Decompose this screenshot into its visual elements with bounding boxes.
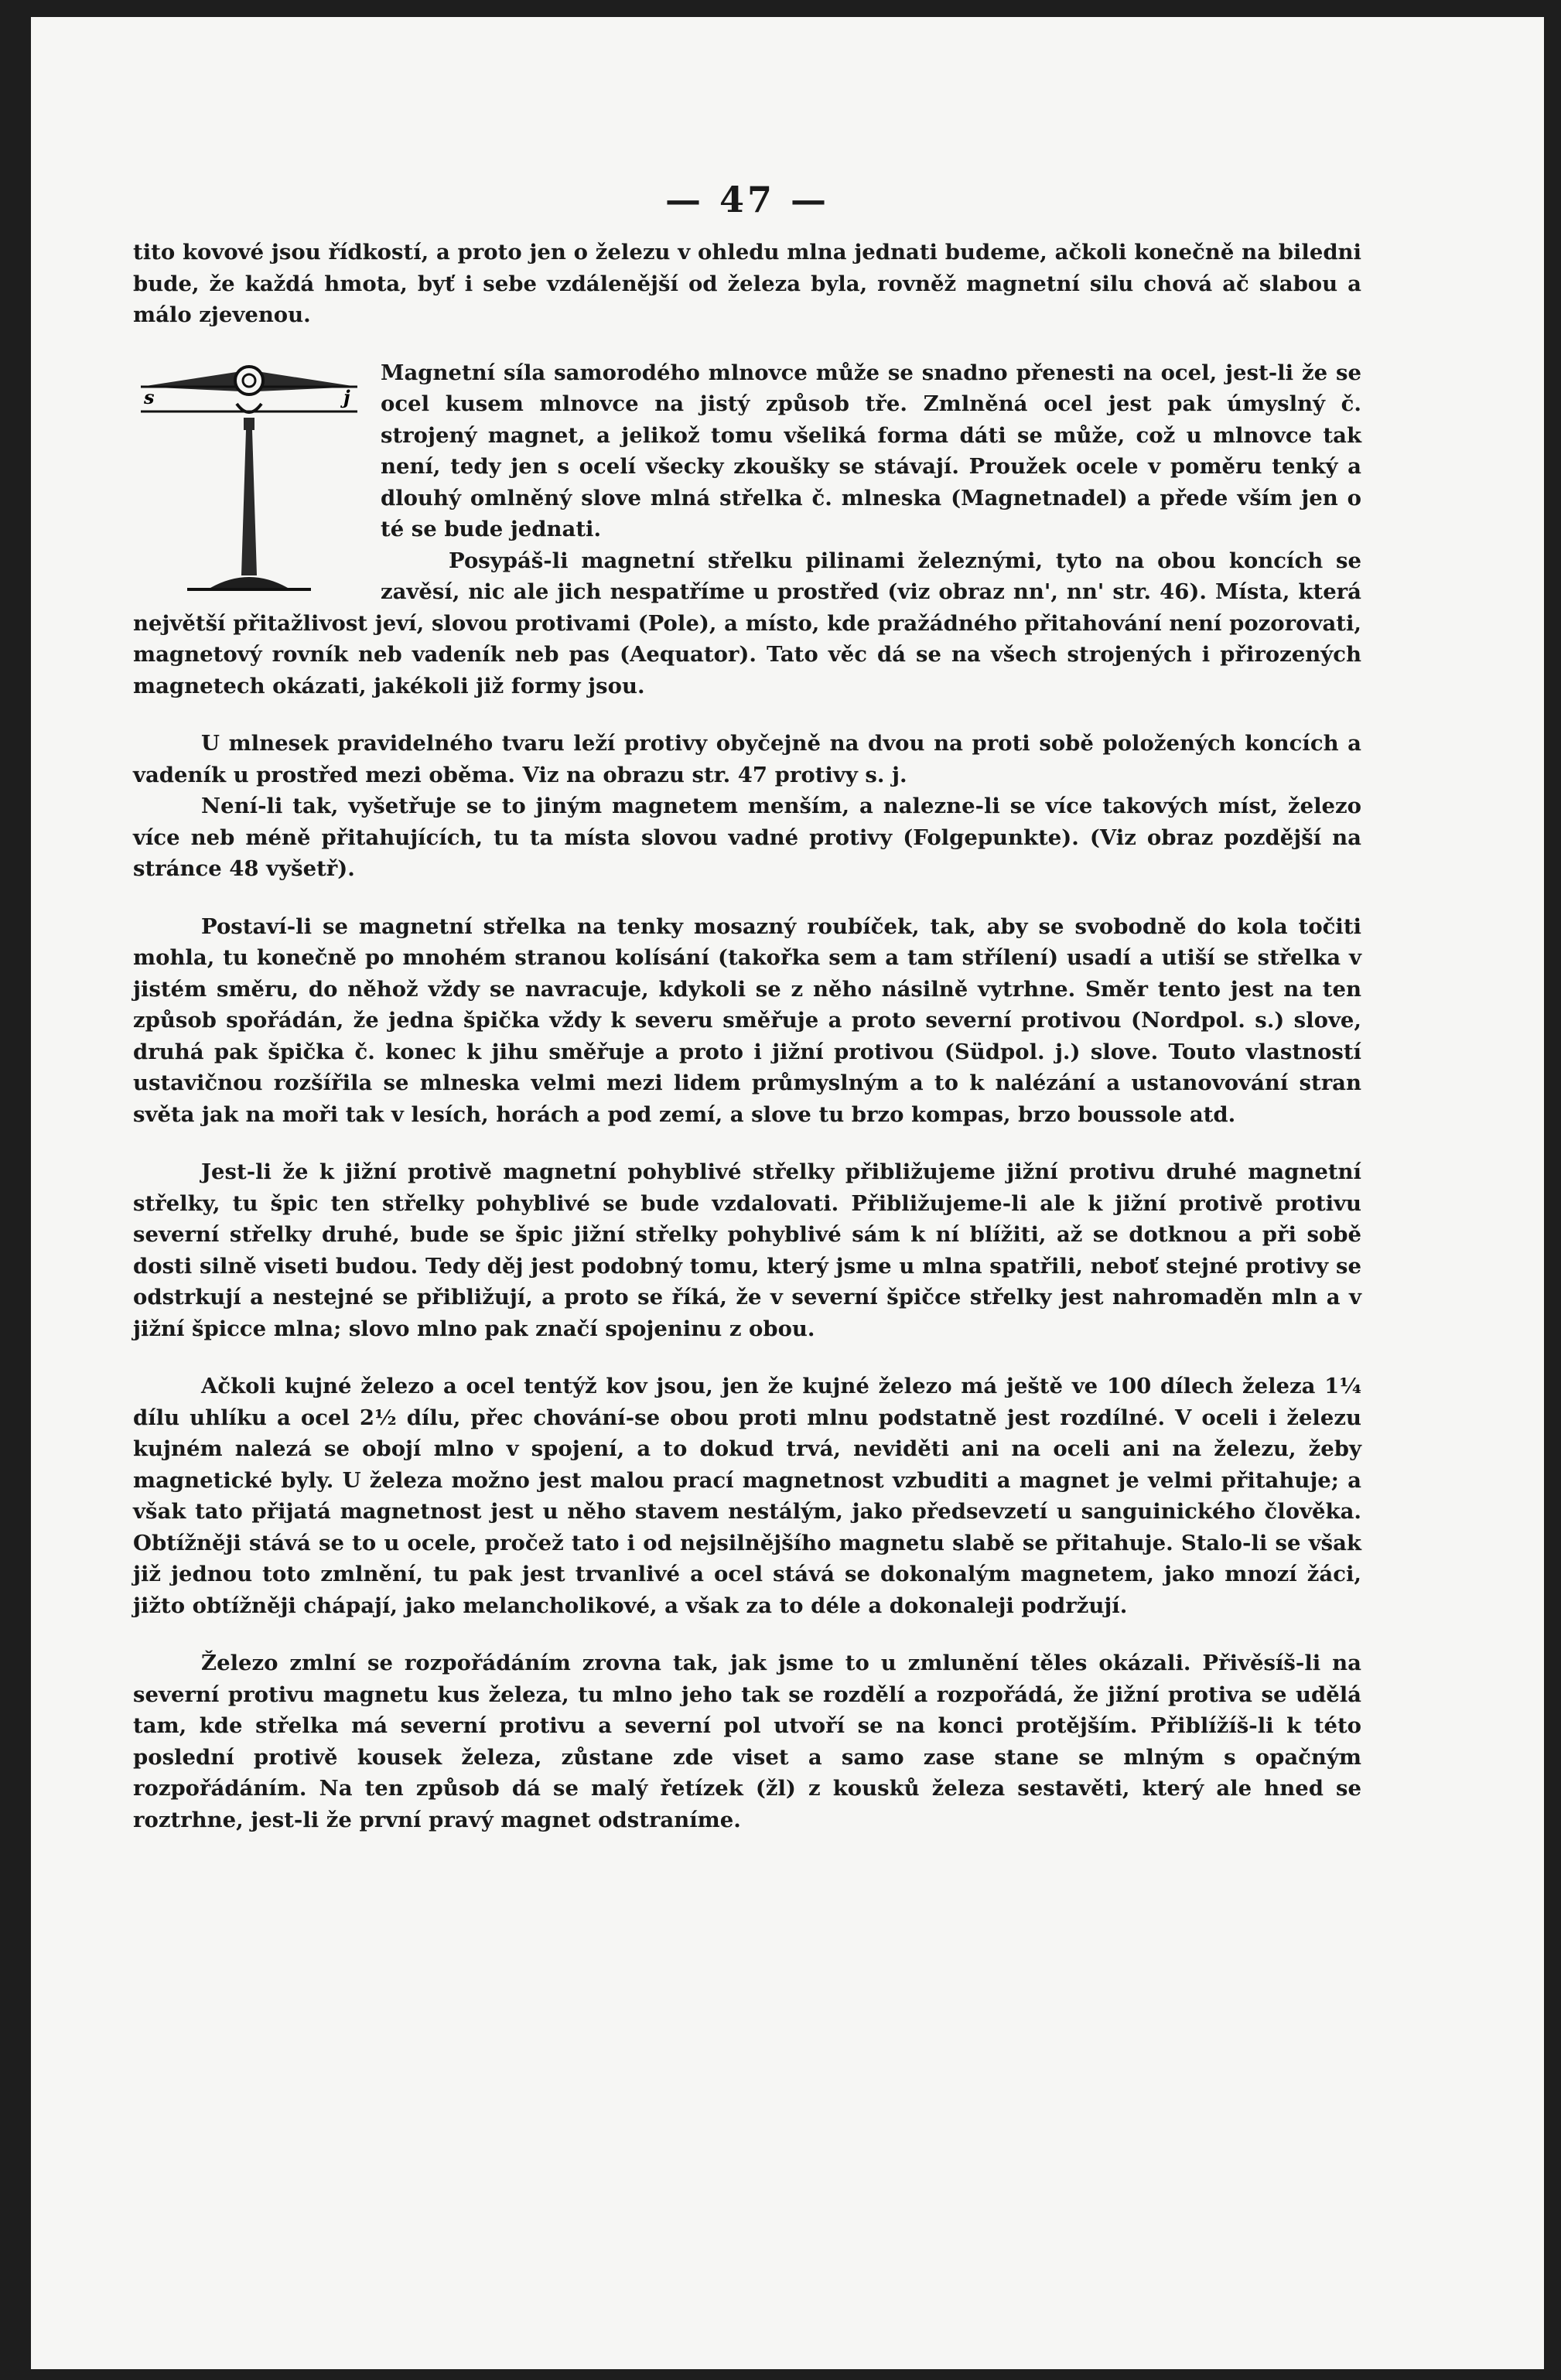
- stand-collar: [244, 418, 254, 430]
- stand-base: [210, 577, 288, 588]
- paragraph-4: U mlnesek pravidelného tvaru leží protivy obyčejně na dvou na proti sobě položených koncích a vadeník u prostřed mezi oběma. Viz na obrazu str. 47 protivy s. j.: [133, 731, 1361, 787]
- page-number: — 47 —: [664, 179, 830, 220]
- page-content: [133, 176, 1361, 1835]
- scan-border-bottom: [0, 2369, 1561, 2380]
- paragraph-7: Jest-li že k jižní protivě magnetní pohyblivé střelky přibližujeme jižní protivu druhé magnetní střelky, tu špic ten střelky pohyblivé se bude vzdalovati. Přibližujeme-li ale k jižní protivě protivu severní střelky druhé, bude se špic jižní střelky pohyblivé sám k ní blížiti, až se dotknou a při sobě dosti silně viseti budou. Tedy děj jest podobný tomu, který jsme u mlna spatřili, neboť stejné protivy se odstrkují a nestejné se přibližují, a proto se říká, že v severní špičce střelky jest nahromaděn mln a v jižní špicce mlna; slovo mlno pak značí spojeninu z obou.: [133, 1159, 1361, 1341]
- compass-needle-illustration: [133, 357, 365, 597]
- scan-border-right: [1544, 0, 1561, 2380]
- figure-text-block: [133, 357, 1361, 702]
- needle-label-s: s: [144, 385, 155, 408]
- needle-pivot-inner: [243, 374, 255, 387]
- paragraph-5: Není-li tak, vyšetřuje se to jiným magnetem menším, a nalezne-li se více takových míst, železo více neb méně přitahujících, tu ta místa slovou vadné protivy (Folgepunkte). (Viz obraz pozdější na stránce 48 vyšetř).: [133, 794, 1361, 881]
- paragraph-3: Posypáš-li magnetní střelku pilinami železnými, tyto na obou koncích se zavěsí, nic ale jich nespatříme u prostřed (viz obraz nn', nn' str. 46). Místa, která největší přitažlivost jeví, slovou protivami (Pole), a místo, kde pražádného přitahování není pozorovati, magnetový rovník neb vadeník neb pas (Aequator). Tato věc dá se na všech strojených i přirozených magnetech okázati, jakékoli již formy jsou.: [133, 548, 1361, 698]
- paragraph-1: tito kovové jsou řídkostí, a proto jen o železu v ohledu mlna jednati budeme, ačkoli konečně na biledni bude, že každá hmota, byť i sebe vzdálenější od železa byla, rovněž magnetní silu chová ač slabou a málo zjevenou.: [133, 240, 1361, 327]
- paragraph-8: Ačkoli kujné železo a ocel tentýž kov jsou, jen že kujné železo má ještě ve 100 dílech železa 1¼ dílu uhlíku a ocel 2½ dílu, přec chování-se obou proti mlnu podstatně jest rozdílné. V oceli i železu kujném nalezá se obojí mlno v spojení, a to dokud trvá, neviděti ani na oceli ani na železu, žeby magnetické byly. U železa možno jest malou prací magnetnost vzbuditi a magnet je velmi přitahuje; a však tato přijatá magnetnost jest u něho stavem nestálým, jako předsevzetí u sanguinického člověka. Obtížněji stává se to u ocele, pročež tato i od nejsilnějšího magnetu slabě se přitahuje. Stalo-li se však již jednou toto zmlnění, tu pak jest trvanlivé a ocel stává se dokonalým magnetem, jako mnozí žáci, jižto obtížněji chápají, jako melancholikové, a však za to déle a dokonaleji podržují.: [133, 1374, 1361, 1618]
- needle-label-j: j: [343, 385, 350, 408]
- magnetic-needle-figure: [133, 357, 365, 597]
- stand-rod: [241, 430, 257, 575]
- scan-border-top: [0, 0, 1561, 17]
- paragraph-6: Postaví-li se magnetní střelka na tenky mosazný roubíček, tak, aby se svobodně do kola točiti mohla, tu konečně po mnohém stranou kolísání (takořka sem a tam střílení) usadí a utiší se střelka v jistém směru, do něhož vždy se navracuje, kdykoli se z něho násilně vytrhne. Směr tento jest na ten způsob spořádán, že jedna špička vždy k severu směřuje a proto severní protivou (Nordpol. s.) slove, druhá pak špička č. konec k jihu směřuje a proto i jižní protivou (Südpol. j.) slove. Touto vlastností ustavičnou rozšířila se mlneska velmi mezi lidem průmyslným a to k nalézání a ustanovování stran světa jak na moři tak v lesích, horách a pod zemí, a slove tu brzo kompas, brzo boussole atd.: [133, 913, 1361, 1127]
- scan-border-left: [0, 0, 31, 2380]
- paragraph-2: Magnetní síla samorodého mlnovce může se snadno přenesti na ocel, jest-li že se ocel kusem mlnovce na jistý způsob tře. Zmlněná ocel jest pak úmyslný č. strojený magnet, a jelikož tomu všeliká forma dáti se může, což u mlnovce tak není, tedy jen s ocelí všecky zkoušky se stávají. Proužek ocele v poměru tenký a dlouhý omlněný slove mlná střelka č. mlneska (Magnetnadel) a přede vším jen o té se bude jednati.: [381, 360, 1361, 541]
- paragraph-9: Železo zmlní se rozpořádáním zrovna tak, jak jsme to u zmlunění těles okázali. Přivěsíš-li na severní protivu magnetu kus železa, tu mlno jeho tak se rozdělí a rozpořádá, že jižní protiva se udělá tam, kde střelka má severní protivu a severní pol utvoří se na konci protějším. Přiblížíš-li k této poslední protivě kousek železa, zůstane zde viset a samo zase stane se mlným s opačným rozpořádáním. Na ten způsob dá se malý řetízek (žl) z kousků železa sestavěti, který ale hned se roztrhne, jest-li že první pravý magnet odstraníme.: [133, 1651, 1361, 1832]
